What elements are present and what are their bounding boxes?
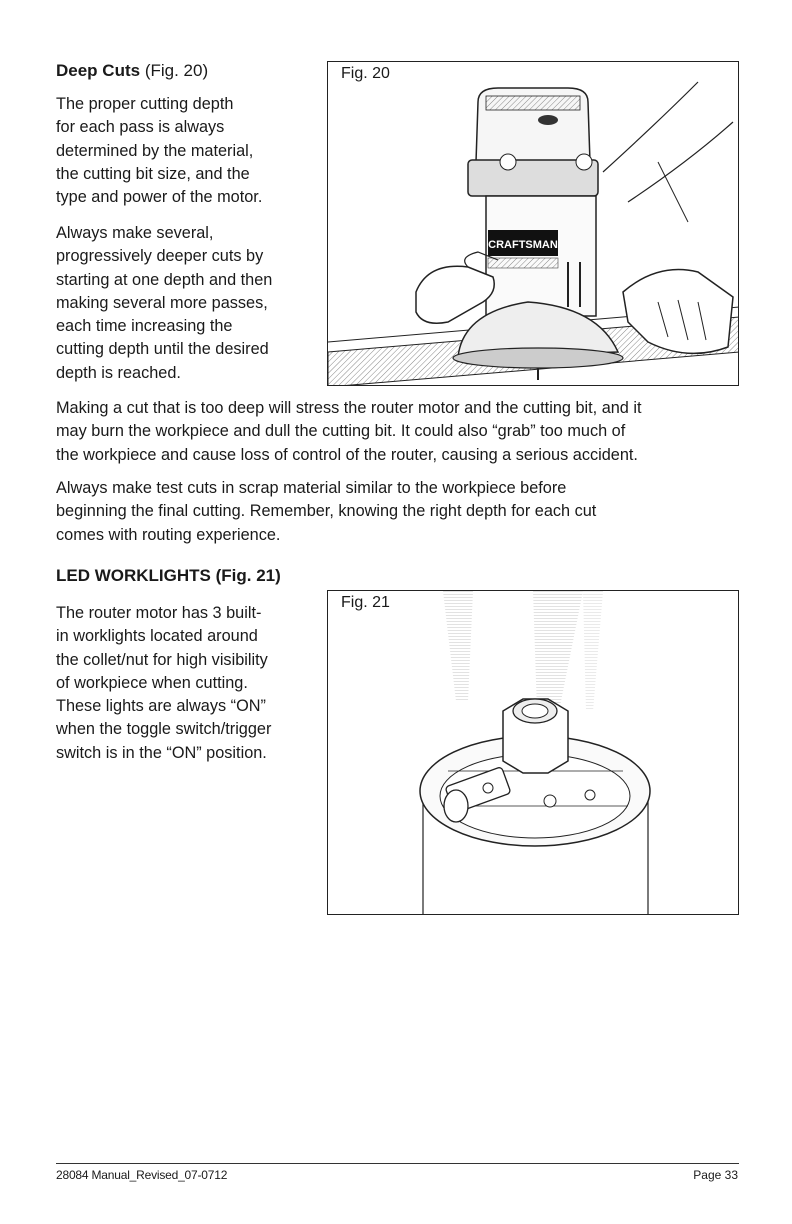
footer-document-id: 28084 Manual_Revised_07-0712 <box>56 1168 228 1182</box>
text-line: progressively deeper cuts by <box>56 247 264 266</box>
text-line: when the toggle switch/trigger <box>56 720 272 739</box>
text-line: may burn the workpiece and dull the cutting bit. It could also “grab” too much of <box>56 422 626 441</box>
paragraph-cutting-depth <box>56 93 321 209</box>
figure-20 <box>327 61 739 386</box>
text-line: depth is reached. <box>56 363 181 382</box>
text-line: beginning the final cutting. Remember, knowing the right depth for each cut <box>56 502 597 521</box>
text-line: switch is in the “ON” position. <box>56 743 267 762</box>
section-heading-deep-cuts <box>56 61 208 81</box>
text-line: type and power of the motor. <box>56 188 263 207</box>
text-line: each time increasing the <box>56 317 233 336</box>
text-line: The proper cutting depth <box>56 95 234 113</box>
router-illustration <box>328 62 739 386</box>
paragraph-led-worklights <box>56 602 321 765</box>
text-line: Always make several, <box>56 224 214 242</box>
figure-label: Fig. 21 <box>341 594 390 611</box>
text-line: the workpiece and cause loss of control of the router, causing a serious accident. <box>56 445 638 464</box>
heading-figure-reference: (Fig. 20) <box>144 61 209 80</box>
figure-21 <box>327 590 739 915</box>
paragraph-too-deep-warning <box>56 397 746 467</box>
footer-divider <box>56 1163 739 1164</box>
text-line: of workpiece when cutting. <box>56 673 248 692</box>
section-heading-led-worklights: LED WORKLIGHTS (Fig. 21) <box>56 566 281 585</box>
text-line: determined by the material, <box>56 141 254 160</box>
heading-title: Deep Cuts <box>56 61 141 80</box>
paragraph-test-cuts <box>56 477 746 547</box>
text-line: The router motor has 3 built- <box>56 604 262 622</box>
text-line: comes with routing experience. <box>56 525 281 544</box>
brand-label: CRAFTSMAN <box>488 239 558 251</box>
text-line: in worklights located around <box>56 627 258 646</box>
paragraph-progressive-cuts <box>56 222 321 385</box>
text-line: cutting depth until the desired <box>56 340 269 359</box>
figure-label: Fig. 20 <box>341 65 390 82</box>
worklights-illustration <box>328 591 739 915</box>
text-line: Making a cut that is too deep will stress the router motor and the cutting bit, and it <box>56 399 642 417</box>
text-line: These lights are always “ON” <box>56 697 266 716</box>
text-line: starting at one depth and then <box>56 270 273 289</box>
text-line: the collet/nut for high visibility <box>56 650 268 669</box>
footer-page-number: Page 33 <box>693 1168 738 1182</box>
text-line: making several more passes, <box>56 293 268 312</box>
text-line: the cutting bit size, and the <box>56 164 250 183</box>
text-line: Always make test cuts in scrap material similar to the workpiece before <box>56 479 567 497</box>
text-line: for each pass is always <box>56 118 225 137</box>
